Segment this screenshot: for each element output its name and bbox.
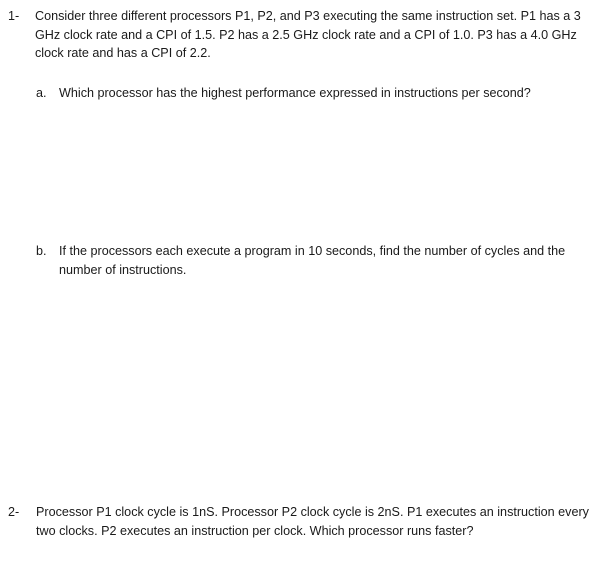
question-1-text: Consider three different processors P1, P2, and P3 executing the same instruction set. P1 has a 3 GHz clock rate and a CPI of 1.5. P2 has a 2.5 GHz clock rate and a CPI of 1.0. P3 has a 4.0 GHz clock rate and has a CPI of 2.2.: [35, 9, 581, 60]
question-1-part-b-label: b.: [36, 244, 47, 258]
question-1-part-a-label: a.: [36, 86, 47, 100]
question-1-part-b-text: If the processors each execute a program in 10 seconds, find the number of cycles and the number of instructions.: [59, 244, 566, 277]
question-2-text: Processor P1 clock cycle is 1nS. Processor P2 clock cycle is 2nS. P1 executes an instruction every two clocks. P2 executes an instruction per clock. Which processor runs faster?: [36, 505, 589, 538]
question-1-part-a: [36, 84, 606, 103]
question-1: [8, 7, 605, 63]
question-2: [8, 503, 605, 540]
question-1-number: 1-: [8, 9, 20, 23]
question-1-part-b: [36, 242, 591, 279]
question-1-part-a-text: Which processor has the highest performance expressed in instructions per second?: [59, 86, 531, 100]
question-2-number: 2-: [8, 505, 20, 519]
